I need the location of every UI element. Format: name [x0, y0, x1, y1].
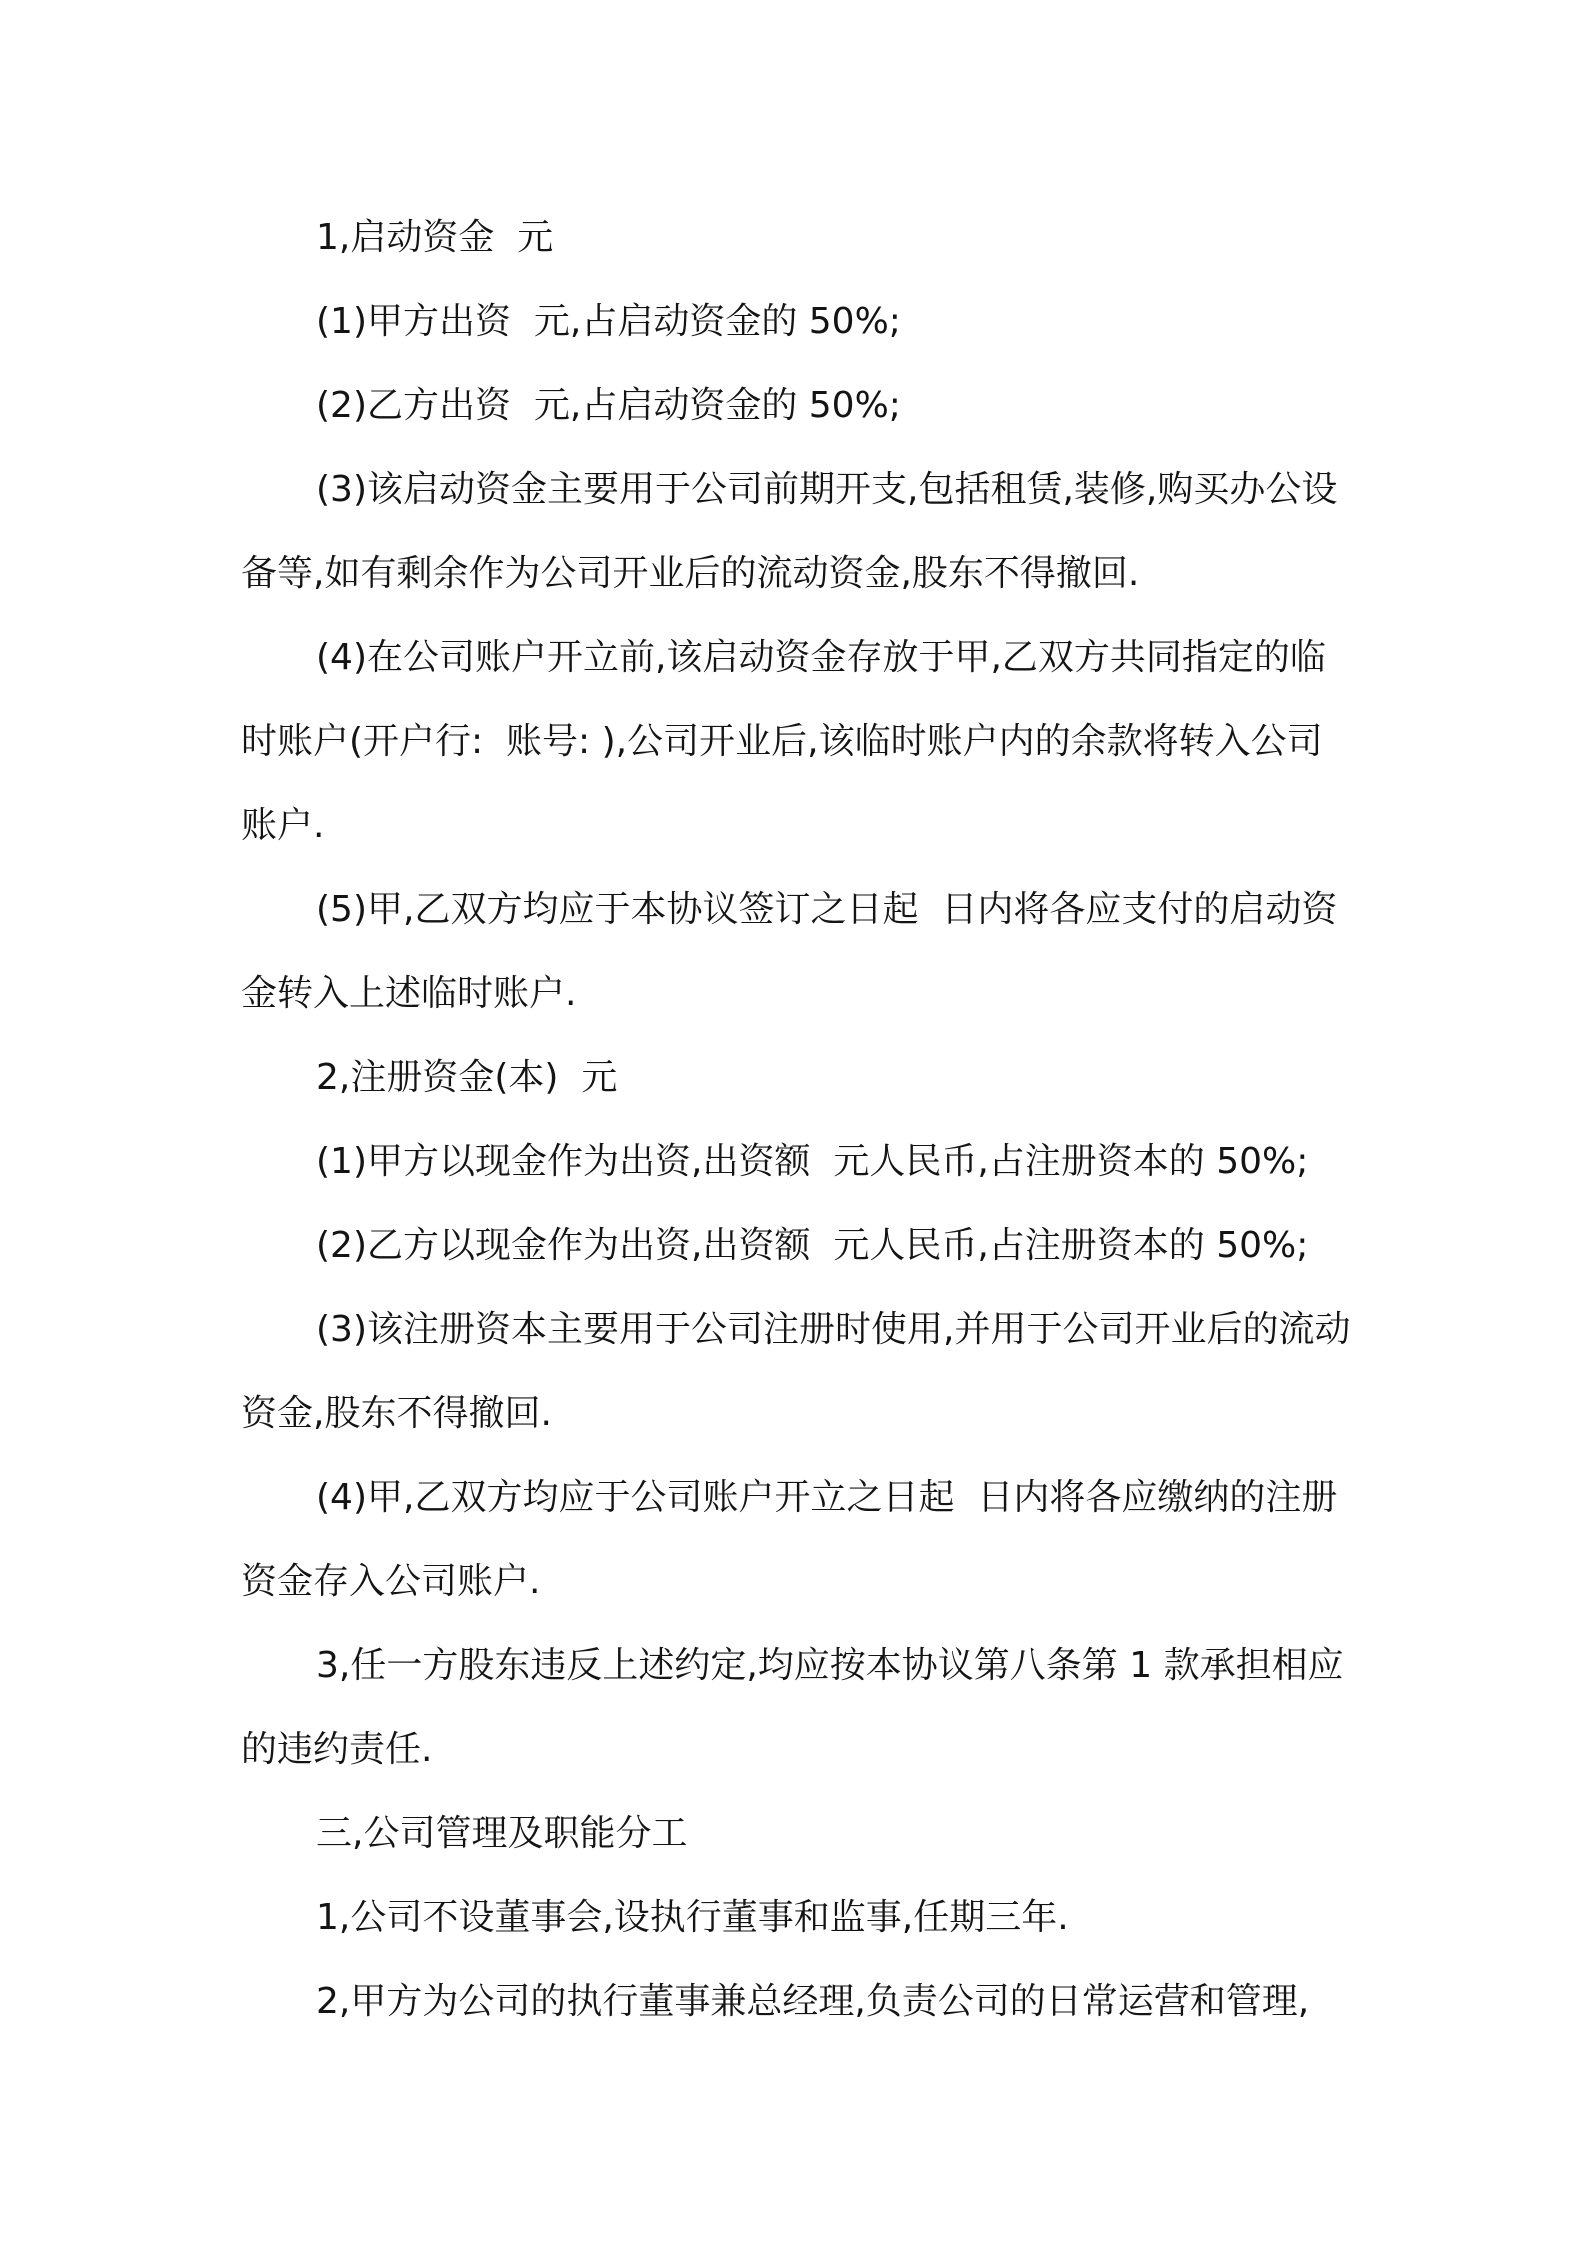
paragraph-general-manager: 2,甲方为公司的执行董事兼总经理,负责公司的日常运营和管理, [316, 1981, 1310, 2022]
paragraph-transfer-deadline: (5)甲,乙双方均应于本协议签订之日起 日内将各应支付的启动资金转入上述临时账户. [241, 889, 1338, 1014]
paragraph-party-a-registered: (1)甲方以现金作为出资,出资额 元人民币,占注册资本的 50%; [316, 1141, 1309, 1182]
paragraph-registered-capital-usage: (3)该注册资本主要用于公司注册时使用,并用于公司开业后的流动资金,股东不得撤回. [241, 1309, 1351, 1434]
paragraph-breach-liability: 3,任一方股东违反上述约定,均应按本协议第八条第 1 款承担相应的违约责任. [241, 1645, 1344, 1770]
paragraph-temporary-account: (4)在公司账户开立前,该启动资金存放于甲,乙双方共同指定的临时账户(开户行: 账号: ),公司开业后,该临时账户内的余款将转入公司账户. [241, 637, 1326, 846]
document-body [241, 196, 1355, 2044]
paragraph-startup-capital: 1,启动资金 元 [316, 217, 554, 258]
paragraph-registered-capital: 2,注册资金(本) 元 [316, 1057, 618, 1098]
paragraph-party-b-registered: (2)乙方以现金作为出资,出资额 元人民币,占注册资本的 50%; [316, 1225, 1309, 1266]
paragraph-startup-capital-usage: (3)该启动资金主要用于公司前期开支,包括租赁,装修,购买办公设备等,如有剩余作为公司开业后的流动资金,股东不得撤回. [241, 469, 1338, 594]
paragraph-party-a-contribution: (1)甲方出资 元,占启动资金的 50%; [316, 301, 901, 342]
paragraph-party-b-contribution: (2)乙方出资 元,占启动资金的 50%; [316, 385, 901, 426]
paragraph-executive-director: 1,公司不设董事会,设执行董事和监事,任期三年. [316, 1897, 1069, 1938]
section-heading-management: 三,公司管理及职能分工 [316, 1813, 688, 1854]
paragraph-registered-deposit: (4)甲,乙双方均应于公司账户开立之日起 日内将各应缴纳的注册资金存入公司账户. [241, 1477, 1338, 1602]
